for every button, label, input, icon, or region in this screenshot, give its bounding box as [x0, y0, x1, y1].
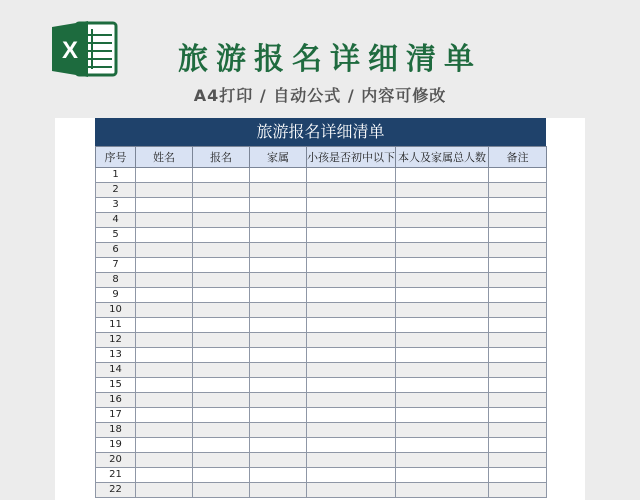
- col-header-notes: 备注: [489, 147, 547, 168]
- table-cell[interactable]: [193, 453, 250, 468]
- table-cell[interactable]: [307, 438, 396, 453]
- table-cell[interactable]: [307, 243, 396, 258]
- table-cell[interactable]: [307, 378, 396, 393]
- table-cell[interactable]: [489, 198, 547, 213]
- table-cell[interactable]: [489, 333, 547, 348]
- table-cell[interactable]: [307, 198, 396, 213]
- table-cell[interactable]: [396, 318, 489, 333]
- table-cell[interactable]: [396, 483, 489, 498]
- table-cell[interactable]: [307, 363, 396, 378]
- table-cell[interactable]: [193, 483, 250, 498]
- table-cell[interactable]: [396, 198, 489, 213]
- table-cell[interactable]: [307, 468, 396, 483]
- table-cell[interactable]: [307, 423, 396, 438]
- table-cell[interactable]: [250, 423, 307, 438]
- row-number-cell[interactable]: 22: [96, 483, 136, 498]
- table-cell[interactable]: [136, 243, 193, 258]
- table-cell[interactable]: [193, 333, 250, 348]
- table-cell[interactable]: [489, 288, 547, 303]
- row-number-cell[interactable]: 4: [96, 213, 136, 228]
- table-row: [96, 333, 547, 348]
- table-cell[interactable]: [136, 228, 193, 243]
- table-cell[interactable]: [136, 483, 193, 498]
- table-cell[interactable]: [396, 453, 489, 468]
- table-cell[interactable]: [250, 273, 307, 288]
- table-cell[interactable]: [307, 483, 396, 498]
- svg-text:X: X: [61, 37, 79, 64]
- row-number-cell[interactable]: 16: [96, 393, 136, 408]
- excel-logo-icon: [52, 21, 118, 77]
- table-cell[interactable]: [307, 333, 396, 348]
- table-cell[interactable]: [136, 423, 193, 438]
- table-cell[interactable]: [396, 468, 489, 483]
- table-cell[interactable]: [250, 243, 307, 258]
- page-title: 旅游报名详细清单: [178, 42, 482, 77]
- table-cell[interactable]: [193, 378, 250, 393]
- table-cell[interactable]: [136, 333, 193, 348]
- row-number-cell[interactable]: 1: [96, 168, 136, 183]
- table-cell[interactable]: [307, 408, 396, 423]
- table-cell[interactable]: [193, 243, 250, 258]
- table-cell[interactable]: [136, 318, 193, 333]
- row-number-cell[interactable]: 6: [96, 243, 136, 258]
- table-cell[interactable]: [307, 258, 396, 273]
- table-cell[interactable]: [193, 198, 250, 213]
- table-row: [96, 348, 547, 363]
- table-cell[interactable]: [250, 408, 307, 423]
- table-cell[interactable]: [250, 468, 307, 483]
- table-row: [96, 168, 547, 183]
- table-row: [96, 363, 547, 378]
- table-cell[interactable]: [489, 363, 547, 378]
- table-row: [96, 408, 547, 423]
- table-cell[interactable]: [250, 258, 307, 273]
- table-cell[interactable]: [193, 348, 250, 363]
- table-cell[interactable]: [396, 408, 489, 423]
- row-number-cell[interactable]: 8: [96, 273, 136, 288]
- table-cell[interactable]: [307, 213, 396, 228]
- table-cell[interactable]: [136, 168, 193, 183]
- row-number-cell[interactable]: 7: [96, 258, 136, 273]
- table-cell[interactable]: [250, 318, 307, 333]
- table-cell[interactable]: [136, 273, 193, 288]
- table-cell[interactable]: [307, 288, 396, 303]
- row-number-cell[interactable]: 15: [96, 378, 136, 393]
- table-row: [96, 468, 547, 483]
- table-cell[interactable]: [193, 258, 250, 273]
- table-cell[interactable]: [136, 303, 193, 318]
- table-cell[interactable]: [136, 438, 193, 453]
- table-row: [96, 303, 547, 318]
- row-number-cell[interactable]: 19: [96, 438, 136, 453]
- table-row: [96, 438, 547, 453]
- table-cell[interactable]: [489, 438, 547, 453]
- table-cell[interactable]: [193, 393, 250, 408]
- table-cell[interactable]: [396, 273, 489, 288]
- row-number-cell[interactable]: 21: [96, 468, 136, 483]
- col-header-family: 家属: [250, 147, 307, 168]
- row-number-cell[interactable]: 5: [96, 228, 136, 243]
- table-cell[interactable]: [307, 393, 396, 408]
- table-cell[interactable]: [250, 378, 307, 393]
- table-row: [96, 288, 547, 303]
- table-cell[interactable]: [250, 363, 307, 378]
- table-cell[interactable]: [396, 333, 489, 348]
- row-number-cell[interactable]: 13: [96, 348, 136, 363]
- table-cell[interactable]: [307, 183, 396, 198]
- table-cell[interactable]: [193, 468, 250, 483]
- table-cell[interactable]: [250, 453, 307, 468]
- table-row: [96, 483, 547, 498]
- table-cell[interactable]: [396, 303, 489, 318]
- table-cell[interactable]: [489, 183, 547, 198]
- col-header-signup: 报名: [193, 147, 250, 168]
- table-cell[interactable]: [307, 228, 396, 243]
- table-cell[interactable]: [250, 333, 307, 348]
- table-cell[interactable]: [489, 258, 547, 273]
- table-cell[interactable]: [489, 228, 547, 243]
- table-row: [96, 183, 547, 198]
- table-cell[interactable]: [193, 228, 250, 243]
- table-cell[interactable]: [396, 393, 489, 408]
- table-cell[interactable]: [250, 228, 307, 243]
- table-row: [96, 318, 547, 333]
- table-cell[interactable]: [489, 393, 547, 408]
- table-cell[interactable]: [250, 288, 307, 303]
- row-number-cell[interactable]: 3: [96, 198, 136, 213]
- table-cell[interactable]: [307, 303, 396, 318]
- table-cell[interactable]: [136, 378, 193, 393]
- table-cell[interactable]: [396, 288, 489, 303]
- table-cell[interactable]: [250, 198, 307, 213]
- table-cell[interactable]: [250, 438, 307, 453]
- table-cell[interactable]: [489, 213, 547, 228]
- table-row: [96, 393, 547, 408]
- table-cell[interactable]: [193, 273, 250, 288]
- col-header-total-people: 本人及家属总人数: [396, 147, 489, 168]
- sheet-paper: [55, 118, 585, 500]
- row-number-cell[interactable]: 2: [96, 183, 136, 198]
- table-cell[interactable]: [193, 423, 250, 438]
- table-row: [96, 423, 547, 438]
- table-row: [96, 198, 547, 213]
- table-cell[interactable]: [136, 393, 193, 408]
- row-number-cell[interactable]: 17: [96, 408, 136, 423]
- table-row: [96, 228, 547, 243]
- table-cell[interactable]: [489, 348, 547, 363]
- table-cell[interactable]: [136, 453, 193, 468]
- header-row: [96, 147, 547, 168]
- table-cell[interactable]: [193, 438, 250, 453]
- table-cell[interactable]: [136, 213, 193, 228]
- table-cell[interactable]: [136, 468, 193, 483]
- table-cell[interactable]: [489, 453, 547, 468]
- excel-logo: [52, 21, 118, 77]
- page-subtitle: A4打印 / 自动公式 / 内容可修改: [193, 86, 447, 105]
- table-cell[interactable]: [489, 423, 547, 438]
- table-cell[interactable]: [250, 393, 307, 408]
- table-cell[interactable]: [396, 423, 489, 438]
- table-cell[interactable]: [307, 318, 396, 333]
- col-header-index: 序号: [96, 147, 136, 168]
- table-row: [96, 243, 547, 258]
- row-number-cell[interactable]: 12: [96, 333, 136, 348]
- table-banner-title: 旅游报名详细清单: [95, 118, 546, 146]
- table-cell[interactable]: [489, 468, 547, 483]
- table-cell[interactable]: [489, 378, 547, 393]
- registration-table: [95, 118, 546, 498]
- table-cell[interactable]: [193, 363, 250, 378]
- table-cell[interactable]: [136, 288, 193, 303]
- col-header-child-under-junior-high: 小孩是否初中以下: [307, 147, 396, 168]
- table-cell[interactable]: [193, 303, 250, 318]
- table-cell[interactable]: [193, 408, 250, 423]
- table-cell[interactable]: [396, 213, 489, 228]
- table-cell[interactable]: [250, 213, 307, 228]
- table-cell[interactable]: [307, 273, 396, 288]
- col-header-name: 姓名: [136, 147, 193, 168]
- table-cell[interactable]: [193, 213, 250, 228]
- table-cell[interactable]: [193, 168, 250, 183]
- table-cell[interactable]: [396, 438, 489, 453]
- table-cell[interactable]: [193, 318, 250, 333]
- table-cell[interactable]: [396, 363, 489, 378]
- table-cell[interactable]: [489, 483, 547, 498]
- table-cell[interactable]: [489, 303, 547, 318]
- table-cell[interactable]: [250, 483, 307, 498]
- table-cell[interactable]: [193, 183, 250, 198]
- row-number-cell[interactable]: 20: [96, 453, 136, 468]
- table-row: [96, 378, 547, 393]
- table-cell[interactable]: [136, 408, 193, 423]
- table-row: [96, 258, 547, 273]
- table-cell[interactable]: [136, 363, 193, 378]
- table-row: [96, 453, 547, 468]
- spreadsheet-grid: [95, 146, 547, 498]
- table-cell[interactable]: [136, 258, 193, 273]
- table-cell[interactable]: [307, 168, 396, 183]
- table-cell[interactable]: [250, 348, 307, 363]
- table-cell[interactable]: [250, 168, 307, 183]
- table-cell[interactable]: [250, 183, 307, 198]
- table-cell[interactable]: [396, 168, 489, 183]
- table-cell[interactable]: [396, 228, 489, 243]
- row-number-cell[interactable]: 14: [96, 363, 136, 378]
- table-cell[interactable]: [307, 348, 396, 363]
- table-cell[interactable]: [489, 318, 547, 333]
- table-cell[interactable]: [136, 348, 193, 363]
- row-number-cell[interactable]: 18: [96, 423, 136, 438]
- row-number-cell[interactable]: 11: [96, 318, 136, 333]
- table-row: [96, 213, 547, 228]
- table-cell[interactable]: [193, 288, 250, 303]
- table-cell[interactable]: [307, 453, 396, 468]
- row-number-cell[interactable]: 9: [96, 288, 136, 303]
- table-cell[interactable]: [489, 408, 547, 423]
- table-cell[interactable]: [489, 168, 547, 183]
- table-cell[interactable]: [136, 198, 193, 213]
- table-cell[interactable]: [396, 243, 489, 258]
- table-cell[interactable]: [250, 303, 307, 318]
- table-cell[interactable]: [489, 243, 547, 258]
- table-row: [96, 273, 547, 288]
- row-number-cell[interactable]: 10: [96, 303, 136, 318]
- table-cell[interactable]: [489, 273, 547, 288]
- table-cell[interactable]: [396, 258, 489, 273]
- table-cell[interactable]: [396, 348, 489, 363]
- table-cell[interactable]: [396, 378, 489, 393]
- table-cell[interactable]: [396, 183, 489, 198]
- table-cell[interactable]: [136, 183, 193, 198]
